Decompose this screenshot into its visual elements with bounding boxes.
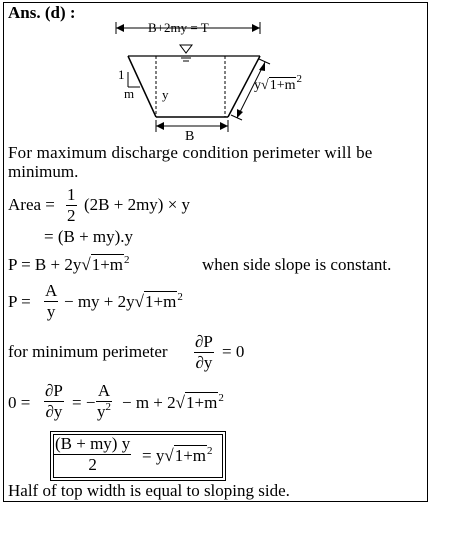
area-rhs: (2B + 2my) × y xyxy=(84,195,191,214)
boxed-fraction: (B + my) y 2 xyxy=(55,434,131,474)
derivative-lhs: 0 = xyxy=(8,393,31,412)
derivative-rhs: − $m + 2√1+m^2$ xyxy=(122,392,224,412)
statement-line-1: For maximum discharge condition perimeter will be xyxy=(8,143,373,162)
boxed-rhs: = $y√1+m^2$ xyxy=(142,445,213,465)
perimeter-lhs-2: P = xyxy=(8,292,31,311)
depth-label: y xyxy=(162,87,169,102)
slope-vertical-label: 1 xyxy=(118,67,125,82)
min-perimeter-rhs: = 0 xyxy=(222,342,245,361)
a-over-y-squared-fraction: A $y^2$ xyxy=(97,381,111,421)
bottom-width-label: B xyxy=(185,129,195,143)
sloping-side-label: $y√1+m^2$ xyxy=(254,73,302,93)
perimeter-expression-1: $P = B + 2y√1+m^2$ xyxy=(8,254,130,274)
derivative-equals: = − xyxy=(72,393,96,412)
derivative-fraction: ∂P ∂y xyxy=(45,381,63,421)
min-perimeter-text: for minimum perimeter xyxy=(8,342,168,361)
conclusion-text: Half of top width is equal to sloping side. xyxy=(8,481,290,500)
slope-horizontal-label: m xyxy=(124,86,135,101)
area-simplified: = (B + my).y xyxy=(44,227,134,246)
answer-heading: Ans. (d) : xyxy=(8,3,76,22)
area-half-fraction: 1 2 xyxy=(67,185,76,225)
constant-slope-note: when side slope is constant. xyxy=(202,255,392,274)
top-width-label: B+2my = T xyxy=(148,20,209,35)
statement-line-2: minimum. xyxy=(8,162,79,181)
area-lhs: Area = xyxy=(8,195,55,214)
a-over-y-fraction: A y xyxy=(45,281,58,321)
dp-dy-fraction: ∂P ∂y xyxy=(195,332,213,372)
perimeter-expression-2: − my + $2y√1+m^2$ xyxy=(64,291,183,311)
